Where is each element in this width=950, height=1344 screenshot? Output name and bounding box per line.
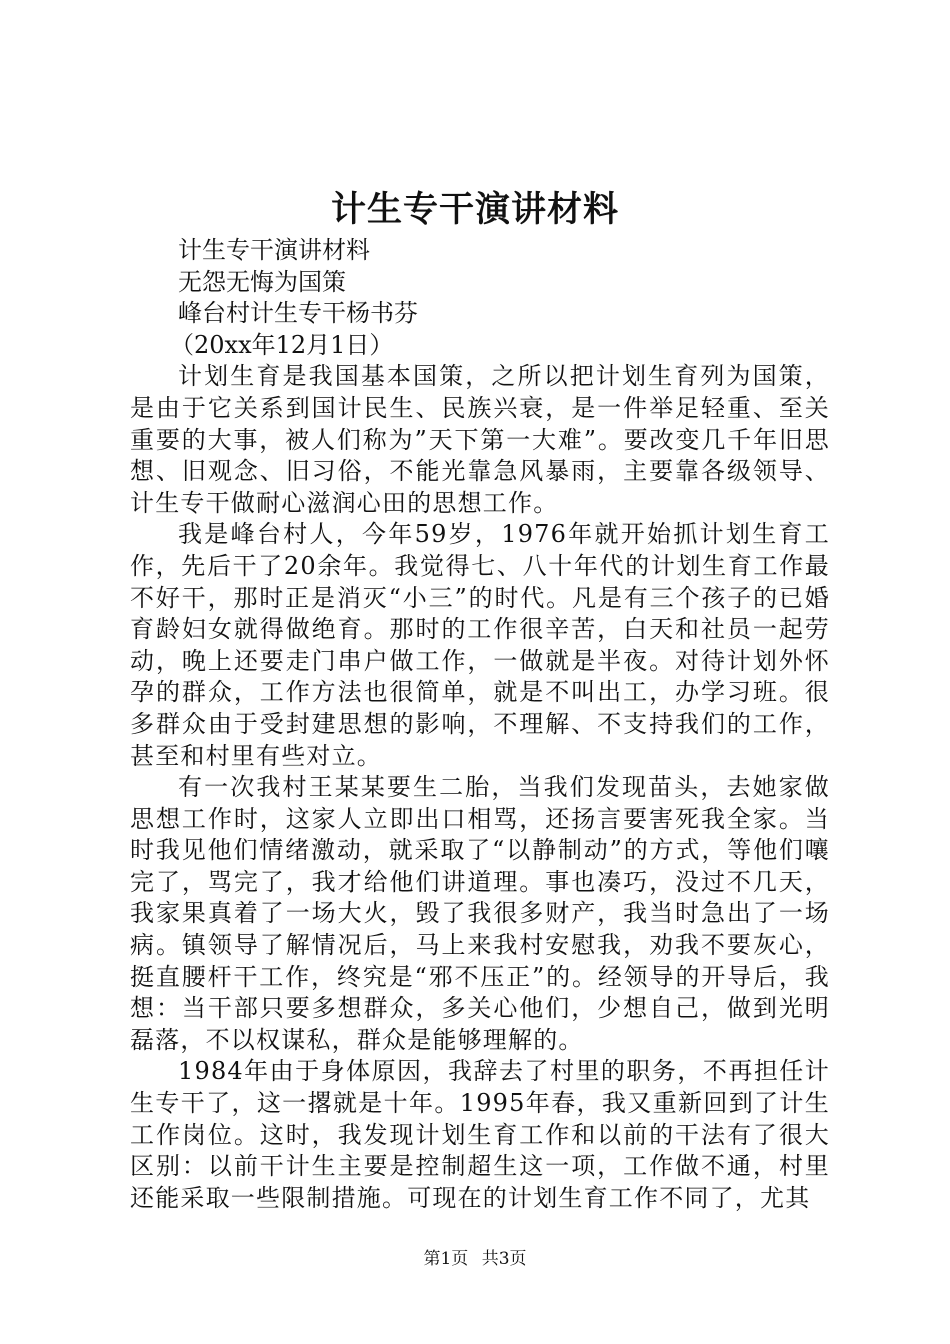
subtitle-line: 计生专干演讲材料 xyxy=(178,236,370,264)
document-body xyxy=(130,235,830,1214)
document-title: 计生专干演讲材料 xyxy=(330,189,619,230)
paragraph: 计划生育是我国基本国策，之所以把计划生育列为国策，是由于它关系到国计民生、民族兴衰，是一件举足轻重、至关重要的大事，被人们称为”天下第一大难”。要改变几千年旧思想、旧观念、旧习俗，不能光靠急风暴雨，主要靠各级领导、计生专干做耐心滋润心田的思想工作。 xyxy=(130,362,830,517)
author-line: 峰台村计生专干杨书芬 xyxy=(178,299,418,328)
page-total: 共3页 xyxy=(481,1249,527,1269)
paragraph: 有一次我村王某某要生二胎，当我们发现苗头，去她家做思想工作时，这家人立即出口相骂，还扬言要害死我全家。当时我见他们情绪激动，就采取了“以静制动”的方式，等他们嚷完了，骂完了，我才给他们讲道理。事也凑巧，没过不几天，我家果真着了一场大火，毁了我很多财产，我当时急出了一场病。镇领导了解情况后，马上来我村安慰我，劝我不要灰心，挺直腰杆干工作，终究是“邪不压正”的。经领导的开导后，我想：当干部只要多想群众，多关心他们，少想自己，做到光明磊落，不以权谋私，群众是能够理解的。 xyxy=(130,773,830,1054)
page-number: 第1页 xyxy=(423,1249,469,1269)
date-line: （20xx年12月1日） xyxy=(170,330,394,359)
paragraph: 我是峰台村人，今年59岁，1976年就开始抓计划生育工作，先后干了20余年。我觉得七、八十年代的计划生育工作最不好干，那时正是消灭“小三”的时代。凡是有三个孩子的已婚育龄妇女就得做绝育。那时的工作很辛苦，白天和社员一起劳动，晚上还要走门串户做工作，一做就是半夜。对待计划外怀孕的群众，工作方法也很简单，就是不叫出工，办学习班。很多群众由于受封建思想的影响，不理解、不支持我们的工作，甚至和村里有些对立。 xyxy=(130,520,830,770)
page-footer xyxy=(0,1244,950,1269)
theme-line: 无怨无悔为国策 xyxy=(178,267,346,296)
paragraph: 1984年由于身体原因，我辞去了村里的职务，不再担任计生专干了，这一撂就是十年。1995年春，我又重新回到了计生工作岗位。这时，我发现计划生育工作和以前的干法有了很大区别：以前干计生主要是控制超生这一项，工作做不通，村里还能采取一些限制措施。可现在的计划生育工作不同了，尤其 xyxy=(130,1057,830,1212)
